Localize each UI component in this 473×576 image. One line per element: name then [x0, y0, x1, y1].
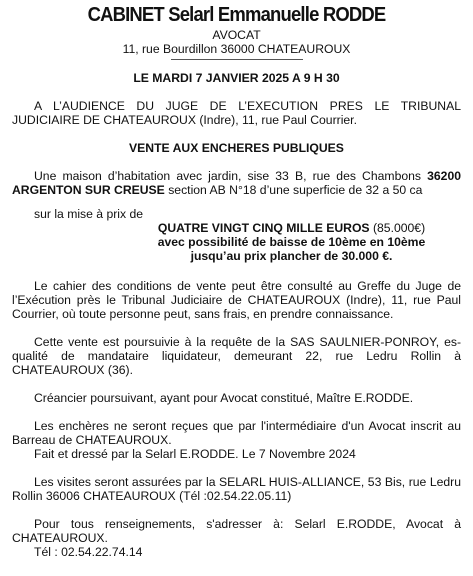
fait-paragraph: Fait et dressé par la Selarl E.RODDE. Le 7 Novembre 2024 [34, 447, 356, 461]
property-desc-start: Une maison d’habitation avec jardin, sise 33 B, rue des Chambons [34, 169, 428, 183]
sale-heading: VENTE AUX ENCHERES PUBLIQUES [129, 141, 344, 155]
telephone: Tél : 02.54.22.74.14 [34, 545, 143, 559]
price-intro: sur la mise à prix de [34, 207, 144, 221]
firm-address: 11, rue Bourdillon 36000 CHATEAUROUX [122, 42, 351, 56]
creancier-paragraph: Créancier poursuivant, ayant pour Avocat constitué, Maître E.RODDE. [34, 391, 414, 405]
price-number: (85.000€) [369, 221, 426, 235]
firm-title: CABINET Selarl Emmanuelle RODDE [87, 3, 386, 26]
price-line-1 [122, 221, 461, 235]
price-block [12, 221, 461, 263]
firm-role: AVOCAT [212, 28, 261, 42]
price-line-2: avec possibilité de baisse de 10ème en 10ème [157, 235, 426, 249]
hearing-date: LE MARDI 7 JANVIER 2025 A 9 H 30 [133, 71, 340, 85]
property-desc-end: section AB N°18 d’une superficie de 32 a 50 ca [164, 183, 423, 197]
renseignements-paragraph: Pour tous renseignements, s'adresser à: Selarl E.RODDE, Avocat à CHATEAUROUX. [12, 517, 461, 545]
price-words: QUATRE VINGT CINQ MILLE EUROS [157, 221, 370, 235]
property-description [12, 169, 461, 197]
cahier-paragraph: Le cahier des conditions de vente peut être consulté au Greffe du Juge de l’Exécution près le Tribunal Judiciaire de CHATEAUROUX (Indre), 11, rue Paul Courrier, où toute personne peut, sans frais, en prendre connaissance. [12, 279, 461, 321]
poursuivie-paragraph: Cette vente est poursuivie à la requête de la SAS SAULNIER-PONROY, es-qualité de mandataire liquidateur, demeurant 22, rue Ledru Rollin à CHATEAUROUX (36). [12, 335, 461, 377]
encheres-paragraph: Les enchères ne seront reçues que par l'intermédiaire d'un Avocat inscrit au Barreau de CHATEAUROUX. [12, 419, 461, 447]
visites-paragraph: Les visites seront assurées par la SELARL HUIS-ALLIANCE, 53 Bis, rue Ledru Rollin 36006 CHATEAUROUX (Tél :02.54.22.05.11) [12, 475, 461, 503]
property-location: 36200 ARGENTON SUR CREUSE [12, 169, 461, 197]
price-line-3: jusqu’au prix plancher de 30.000 €. [190, 249, 393, 263]
hearing-text: A L’AUDIENCE DU JUGE DE L’EXECUTION PRES LE TRIBUNAL JUDICIAIRE DE CHATEAUROUX (Indre), 11, rue Paul Courrier. [12, 99, 461, 127]
header-divider [171, 59, 303, 60]
